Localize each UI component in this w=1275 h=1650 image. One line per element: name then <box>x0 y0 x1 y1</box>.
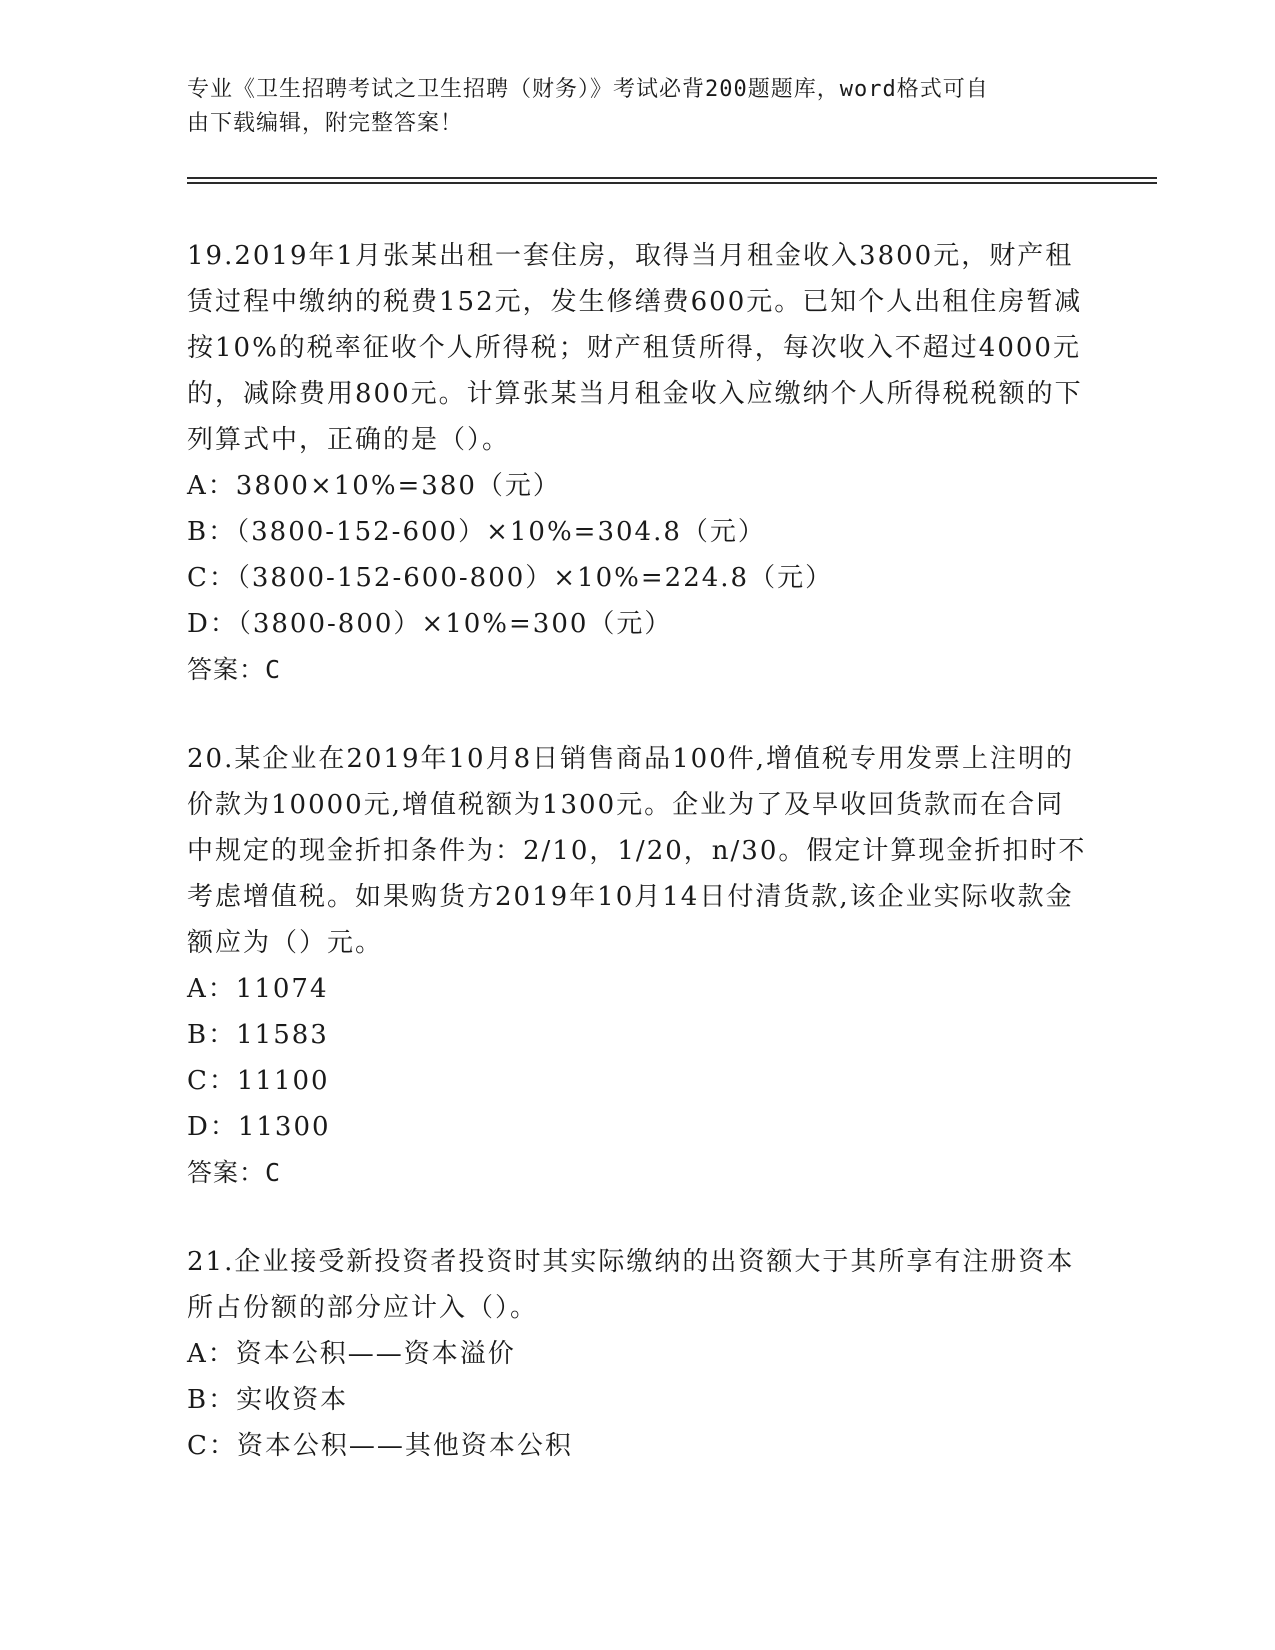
option-b: B：实收资本 <box>187 1385 349 1415</box>
header-title-line-1: 专业《卫生招聘考试之卫生招聘（财务）》考试必背200题题库，word格式可自 <box>187 77 989 102</box>
question-stem: 19.2019年1月张某出租一套住房，取得当月租金收入3800元，财产租赁过程中缴纳的税费152元，发生修缮费600元。已知个人出租住房暂减按10%的税率征收个人所得税；财产租赁所得，每次收入不超过4000元的，减除费用800元。计算张某当月租金收入应缴纳个人所得税税额的下列算式中，正确的是（）。 <box>187 241 1083 455</box>
document-header <box>187 73 1067 141</box>
question-20 <box>187 736 1087 1196</box>
header-rule-top <box>187 177 1157 179</box>
option-d: D：11300 <box>187 1112 331 1142</box>
answer: 答案：C <box>187 1158 282 1187</box>
option-a: A：11074 <box>187 974 329 1004</box>
option-a: A：3800×10%=380（元） <box>187 471 561 501</box>
option-b: B：11583 <box>187 1020 329 1050</box>
question-21 <box>187 1239 1087 1469</box>
option-a: A：资本公积——资本溢价 <box>187 1339 516 1369</box>
option-c: C：（3800-152-600-800）×10%=224.8（元） <box>187 563 834 593</box>
answer: 答案：C <box>187 655 282 684</box>
question-19 <box>187 233 1087 693</box>
option-b: B：（3800-152-600）×10%=304.8（元） <box>187 517 766 547</box>
question-stem: 21.企业接受新投资者投资时其实际缴纳的出资额大于其所享有注册资本所占份额的部分应计入（）。 <box>187 1247 1075 1323</box>
header-title-line-2: 由下载编辑，附完整答案！ <box>187 111 464 136</box>
option-d: D：（3800-800）×10%=300（元） <box>187 609 673 639</box>
option-c: C：11100 <box>187 1066 330 1096</box>
header-rule-bottom <box>187 182 1157 184</box>
question-stem: 20.某企业在2019年10月8日销售商品100件,增值税专用发票上注明的价款为10000元,增值税额为1300元。企业为了及早收回货款而在合同中规定的现金折扣条件为：2/10，1/20，n/30。假定计算现金折扣时不考虑增值税。如果购货方2019年10月14日付清货款,该企业实际收款金额应为（）元。 <box>187 744 1087 958</box>
option-c: C：资本公积——其他资本公积 <box>187 1431 573 1461</box>
